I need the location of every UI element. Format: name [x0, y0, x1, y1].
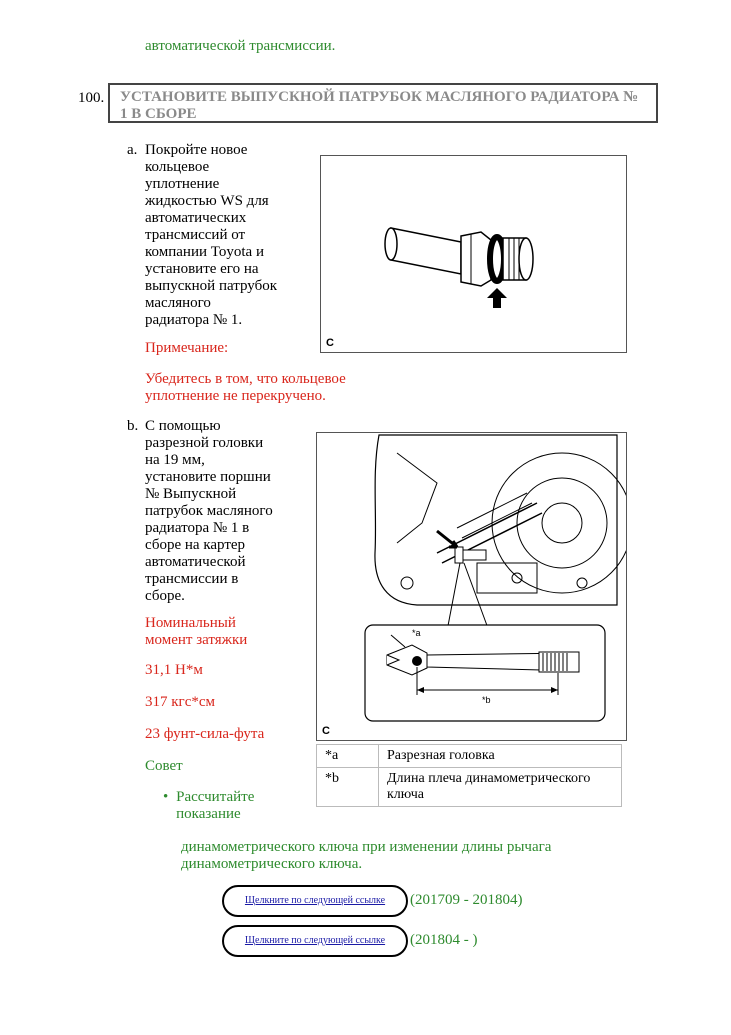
callout-a: *a [412, 628, 421, 638]
link-range-1: (201709 - 201804) [410, 892, 523, 908]
previous-step-text: автоматической трансмиссии. [145, 38, 336, 54]
substep-a-marker: a. [127, 142, 138, 158]
legend-key: *a [317, 745, 379, 768]
substep-a-text: Покройте новое кольцевое уплотнение жидкостью WS для автоматических трансмиссий от компании Toyota и установите его на выпускной патрубок масляного радиатора № 1. [145, 142, 277, 328]
step-title: УСТАНОВИТЕ ВЫПУСКНОЙ ПАТРУБОК МАСЛЯНОГО РАДИАТОРА № 1 В СБОРЕ [108, 83, 658, 123]
bullet-icon: • [163, 789, 169, 805]
figure-transmission [316, 432, 627, 741]
outlet-pipe-illustration [321, 156, 626, 352]
o-ring-shape [490, 237, 504, 281]
tip-label: Совет [145, 758, 183, 774]
legend-table [316, 744, 622, 807]
callout-b: *b [482, 695, 491, 705]
tip-continued: динамометрического ключа при изменении длины рычага динамометрического ключа. [181, 839, 552, 872]
legend-key: *b [317, 768, 379, 807]
substep-b-text: С помощью разрезной головки на 19 мм, установите поршни № Выпускной патрубок масляного радиатора № 1 в сборе на картер автоматической трансмиссии в сборе. [145, 418, 273, 604]
torque-value-kgf: 317 кгс*см [145, 694, 215, 710]
step-number: 100. [78, 90, 105, 106]
legend-row [317, 768, 622, 807]
link-button-1[interactable]: Щелкните по следующей ссылке [222, 885, 408, 917]
torque-label: Номинальный момент затяжки [145, 615, 248, 648]
link-range-2: (201804 - ) [410, 932, 478, 948]
note-text: Убедитесь в том, что кольцевое уплотнение не перекручено. [145, 371, 346, 404]
note-label: Примечание: [145, 340, 229, 356]
torque-value-nm: 31,1 Н*м [145, 662, 203, 678]
substep-b-marker: b. [127, 418, 139, 434]
substep-a [127, 142, 277, 329]
tip-bullet [163, 789, 283, 823]
substep-b [127, 418, 277, 605]
legend-row [317, 745, 622, 768]
tip-bullet-text: Рассчитайте показание [176, 789, 255, 822]
figure-b-label: C [322, 725, 330, 737]
arrow-up-icon [487, 288, 507, 308]
legend-value: Разрезная головка [379, 745, 622, 768]
link-button-2[interactable]: Щелкните по следующей ссылке [222, 925, 408, 957]
legend-value: Длина плеча динамометрического ключа [379, 768, 622, 807]
figure-oring [320, 155, 627, 353]
torque-value-ftlbf: 23 фунт-сила-фута [145, 726, 265, 742]
figure-a-label: C [326, 337, 334, 349]
transmission-illustration [317, 433, 626, 740]
